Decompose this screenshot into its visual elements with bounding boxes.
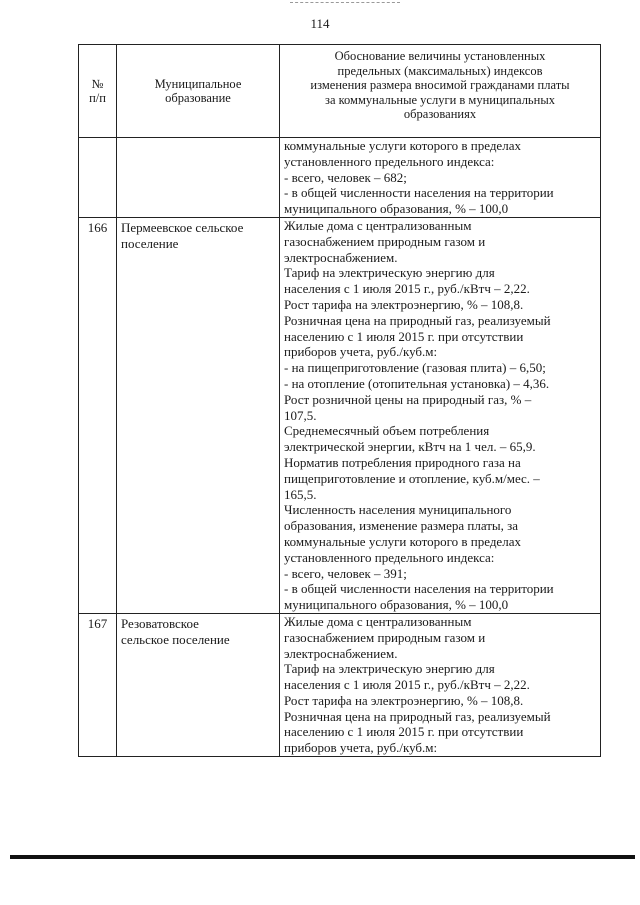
justification-line: коммунальные услуги которого в пределах [284, 138, 521, 153]
justification-line: Тариф на электрическую энергию для [284, 661, 495, 677]
justification-line: образования, изменение размера платы, за [284, 518, 519, 534]
municipality-name [117, 217, 280, 613]
justification-line: - в общей численности населения на территории [284, 185, 554, 201]
justification-line: Рост розничной цены на природный газ, % – [284, 391, 532, 407]
justification-line: 107,5. [284, 407, 317, 423]
justification-line: приборов учета, руб./куб.м: [284, 740, 438, 756]
table-row [79, 217, 601, 613]
justification-text [280, 613, 601, 756]
justification-line: Среднемесячный объем потребления [284, 423, 490, 439]
justification-line: - в общей численности населения на территории [284, 581, 554, 597]
justification-line: установленного предельного индекса: [284, 153, 495, 169]
justification-line: Розничная цена на природный газ, реализуемый [284, 708, 551, 724]
justification-text [280, 138, 601, 218]
justification-line: - на пищеприготовление (газовая плита) – 6,50; [284, 360, 546, 376]
row-number: 166 [79, 217, 117, 613]
justification-line: населению с 1 июля 2015 г. при отсутствии [284, 328, 524, 344]
justification-line: муниципального образования, % – 100,0 [284, 201, 509, 217]
justification-line: - всего, человек – 682; [284, 169, 407, 185]
row-number [79, 138, 117, 218]
table-row [79, 613, 601, 756]
municipality-line: поселение [121, 235, 179, 251]
justification-line: Норматив потребления природного газа на [284, 454, 521, 470]
justification-line: Рост тарифа на электроэнергию, % – 108,8. [284, 296, 524, 312]
justification-line: Тариф на электрическую энергию для [284, 265, 495, 281]
justification-line: приборов учета, руб./куб.м: [284, 344, 438, 360]
bottom-rule [10, 855, 635, 859]
table-header-row [79, 45, 601, 138]
justification-line: газоснабжением природным газом и [284, 233, 486, 249]
justification-line: коммунальные услуги которого в пределах [284, 533, 521, 549]
justification-line: населения с 1 июля 2015 г., руб./кВтч – 2,22. [284, 281, 530, 297]
municipality-name [117, 613, 280, 756]
justification-line: газоснабжением природным газом и [284, 629, 486, 645]
justification-line: пищеприготовление и отопление, куб.м/мес. – [284, 470, 540, 486]
justification-line: населению с 1 июля 2015 г. при отсутствии [284, 724, 524, 740]
row-number: 167 [79, 613, 117, 756]
municipality-name [117, 138, 280, 218]
justification-line: электроснабжением. [284, 249, 398, 265]
justification-line: 165,5. [284, 486, 317, 502]
header-municipality: Муниципальное образование [117, 45, 280, 138]
justification-line: - всего, человек – 391; [284, 565, 407, 581]
justification-line: - на отопление (отопительная установка) – 4,36. [284, 375, 550, 391]
justification-line: Численность населения муниципального [284, 502, 512, 518]
municipality-line: Пермеевское сельское [121, 219, 244, 235]
tariff-table [78, 44, 601, 757]
justification-line: населения с 1 июля 2015 г., руб./кВтч – 2,22. [284, 677, 530, 693]
justification-line: Рост тарифа на электроэнергию, % – 108,8. [284, 692, 524, 708]
justification-line: Розничная цена на природный газ, реализуемый [284, 312, 551, 328]
municipality-line: сельское поселение [121, 631, 230, 647]
scan-artifact [290, 2, 400, 4]
justification-line: установленного предельного индекса: [284, 549, 495, 565]
justification-line: муниципального образования, % – 100,0 [284, 597, 509, 613]
header-number: № п/п [79, 45, 117, 138]
justification-text [280, 217, 601, 613]
justification-line: Жилые дома с централизованным [284, 217, 472, 233]
justification-line: электроснабжением. [284, 645, 398, 661]
table-row [79, 138, 601, 218]
municipality-line: Резоватовское [121, 615, 199, 631]
page-number: 114 [310, 16, 330, 31]
justification-line: Жилые дома с централизованным [284, 613, 472, 629]
table-body [79, 138, 601, 757]
justification-line: электрической энергии, кВтч на 1 чел. – 65,9. [284, 439, 536, 455]
header-justification: Обоснование величины установленных предельных (максимальных) индексов изменения размера вносимой гражданами платы за коммунальные услуги в муниципальных образованиях [280, 45, 601, 138]
